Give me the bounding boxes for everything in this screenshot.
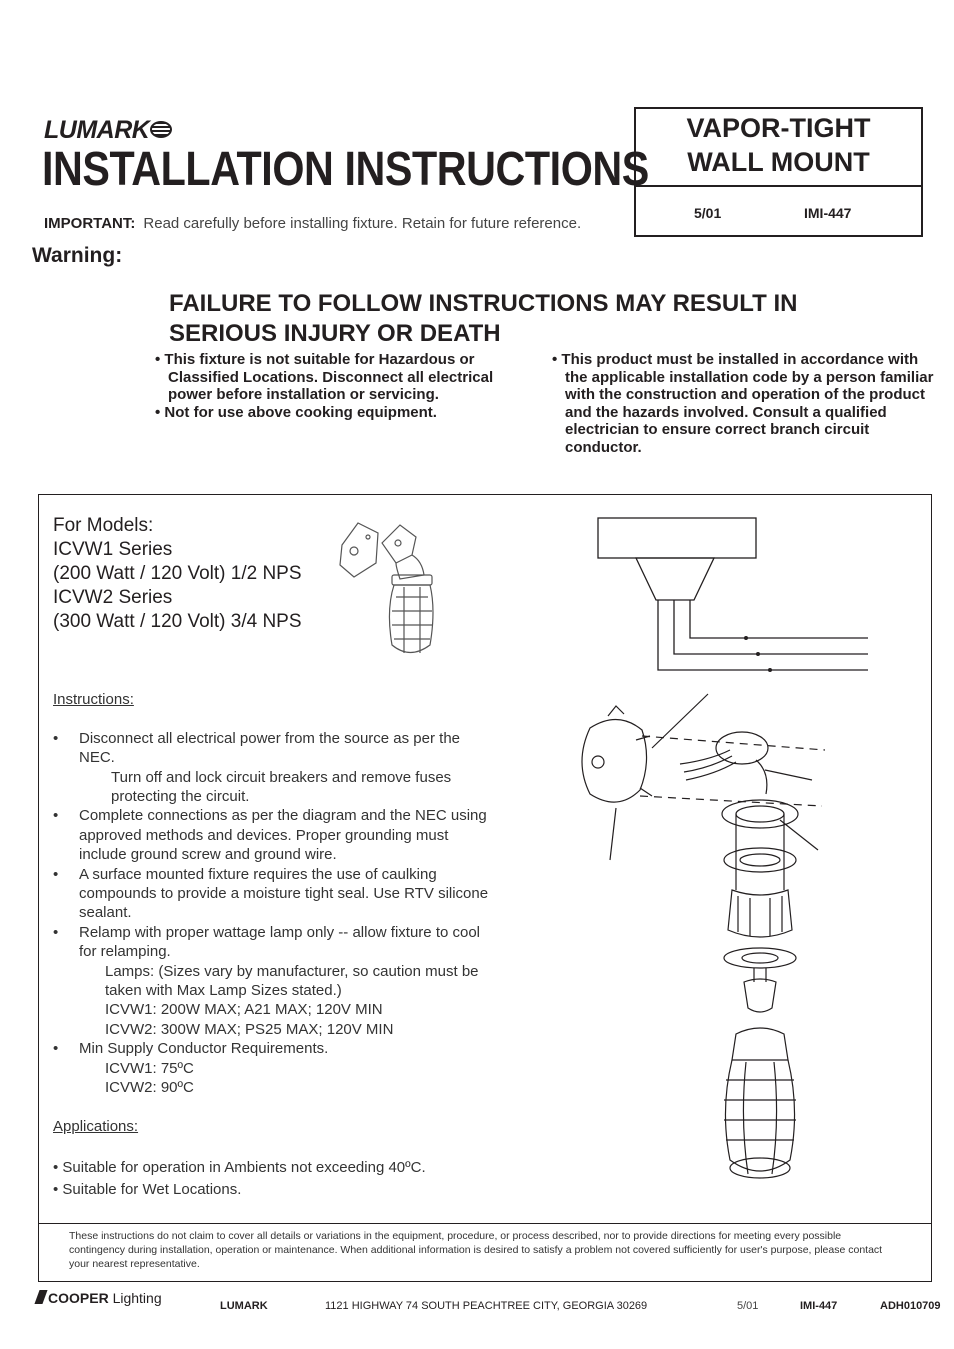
divider [39,1223,931,1224]
disclaimer-text: These instructions do not claim to cover all details or variations in the equipment, procedure, or process described, nor to provide directions for meeting every possible contingency during installation, operation or maintenance. When additional information is desired to satisfy a problem not covered sufficiently for user's purpose, please contact your nearest representative. [69,1230,883,1270]
list-item: • Not for use above cooking equipment. [155,403,437,421]
footer-date: 5/01 [737,1300,759,1312]
wiring-diagram [590,512,880,677]
title-box-heading [636,109,921,187]
list-subitem: ICVW1: 200W MAX; A21 MAX; 120V MIN [105,1001,383,1019]
list-subitem: Lamps: (Sizes vary by manufacturer, so caution must be taken with Max Lamp Sizes stated.) [105,962,479,1000]
list-item: • Disconnect all electrical power from the source as per the NEC. [53,729,461,767]
models-block: For Models: ICVW1 Series (200 Watt / 120 Volt) 1/2 NPS ICVW2 Series (300 Watt / 120 Volt) 3/4 NPS [53,515,302,632]
list-subitem: ICVW2: 90ºC [105,1079,194,1097]
lumark-globe-icon [150,121,172,138]
warning-bullets-left [155,351,540,421]
page-title: INSTALLATION INSTRUCTIONS [42,143,649,196]
footer-brand: LUMARK [220,1300,268,1312]
doc-number: IMI-447 [804,205,852,221]
instructions-section [53,690,493,1199]
warning-label: Warning: [32,244,123,267]
issue-date: 5/01 [694,205,722,221]
title-box-meta [636,187,921,221]
applications-heading: Applications: [53,1117,139,1135]
important-note: IMPORTANT: Read carefully before installing fixture. Retain for future reference. [44,215,582,232]
list-item: • Suitable for Wet Locations. [53,1180,242,1198]
product-type-line1: VAPOR-TIGHT [686,113,871,143]
list-item: • Relamp with proper wattage lamp only -- allow fixture to cool for relamping. [53,923,481,961]
footer-doc-number: IMI-447 [800,1300,838,1312]
lumark-logo: LUMARK [44,116,172,145]
warning-bullets-right [552,351,937,456]
cooper-mark-icon [34,1290,47,1304]
list-item: • This product must be installed in accordance with the applicable installation code by a person familiar with the construction and operation of the product and the hazards involved. Consult a qualified electrician to ensure correct branch circuit conductor. [552,351,934,456]
models-heading: For Models: [53,515,154,536]
list-item: • Complete connections as per the diagram and the NEC using approved methods and devices. Proper grounding must include ground screw and ground wire. [53,807,487,864]
product-type-line2: WALL MOUNT [687,147,870,177]
fixture-thumbnail-illustration [330,515,460,665]
title-box [634,107,923,237]
list-item: • This fixture is not suitable for Hazardous or Classified Locations. Disconnect all electrical power before installation or servicing. [155,351,494,403]
list-subitem: ICVW2: 300W MAX; PS25 MAX; 120V MIN [105,1020,394,1038]
list-subitem: ICVW1: 75ºC [105,1059,194,1077]
exploded-assembly-diagram [560,690,840,1190]
warning-headline: FAILURE TO FOLLOW INSTRUCTIONS MAY RESULT IN SERIOUS INJURY OR DEATH [169,290,798,347]
footer-address: 1121 HIGHWAY 74 SOUTH PEACHTREE CITY, GEORGIA 30269 [325,1300,648,1312]
footer-part-number: ADH010709 [880,1300,941,1312]
list-item: • Min Supply Conductor Requirements. [53,1040,329,1058]
cooper-lighting-logo: COOPER Lighting [37,1290,162,1306]
list-subitem: Turn off and lock circuit breakers and remove fuses protecting the circuit. [111,768,452,806]
instructions-heading: Instructions: [53,691,134,708]
list-item: • A surface mounted fixture requires the use of caulking compounds to provide a moisture tight seal. Use RTV silicone sealant. [53,865,489,922]
list-item: • Suitable for operation in Ambients not exceeding 40ºC. [53,1159,426,1177]
